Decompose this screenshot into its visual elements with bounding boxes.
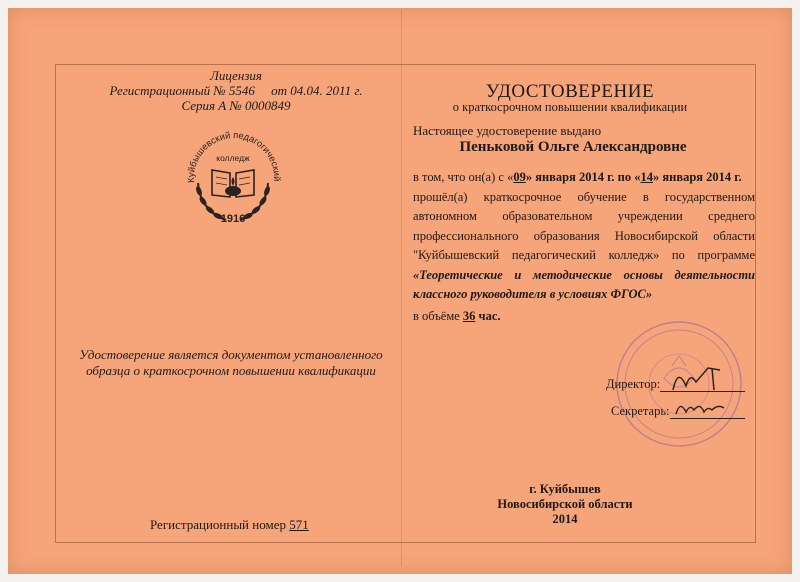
year-line: 2014	[552, 512, 578, 526]
secretary-signature	[672, 396, 732, 420]
training-text: прошёл(а) краткосрочное обучение в государственном автономном образовательном учреждении среднего профессионального образования Новосибирской области "Куйбышевский педагогический колледж» по программе	[413, 189, 755, 262]
license-label: Лицензия	[210, 68, 262, 83]
college-emblem	[178, 125, 288, 230]
period-start-day: 09	[513, 170, 526, 184]
director-signature	[668, 362, 738, 394]
secretary-label: Секретарь:	[611, 404, 670, 418]
certificate-note: Удостоверение является документом установленного образца о краткосрочном повышении квалификации	[79, 347, 383, 378]
city-line: г. Куйбышев	[529, 482, 601, 496]
period-prefix: в том, что он(а) с «	[413, 170, 514, 184]
license-block	[70, 68, 402, 113]
registration-value: 571	[289, 517, 309, 532]
recipient-name: Пеньковой Ольге Александровне	[459, 139, 687, 155]
registration-number-line	[150, 517, 309, 533]
emblem-arc-text: Куйбышевский педагогический	[185, 130, 283, 184]
certificate-body	[413, 168, 755, 326]
license-reg-number: Регистрационный № 5546	[109, 83, 255, 98]
period-line	[413, 168, 755, 188]
registration-label: Регистрационный номер	[150, 517, 286, 532]
place-and-year	[470, 482, 660, 527]
hours-value: 36	[462, 308, 476, 323]
emblem-year: 1916	[220, 213, 246, 225]
license-series: Серия А № 0000849	[181, 98, 291, 113]
license-date: от 04.04. 2011 г.	[271, 83, 363, 98]
hours-prefix: в объёме	[413, 308, 460, 323]
period-start-rest: » января 2014 г. по «	[525, 170, 641, 184]
training-paragraph	[413, 188, 755, 305]
license-number-line	[70, 83, 402, 98]
program-title: «Теоретические и методические основы деятельности классного руководителя в условиях ФГОС»	[413, 267, 755, 301]
issued-to-text: Настоящее удостоверение выдано	[413, 123, 602, 138]
emblem-sub-text: колледж	[216, 153, 250, 163]
period-end-day: 14	[640, 170, 653, 184]
period-end-rest: » января 2014 г.	[652, 170, 742, 184]
director-label: Директор:	[606, 377, 661, 391]
certificate-subtitle: о краткосрочном повышении квалификации	[452, 100, 688, 114]
region-line: Новосибирской области	[497, 497, 633, 511]
certificate-title: УДОСТОВЕРЕНИЕ	[485, 81, 655, 102]
hours-suffix: час.	[478, 308, 501, 323]
